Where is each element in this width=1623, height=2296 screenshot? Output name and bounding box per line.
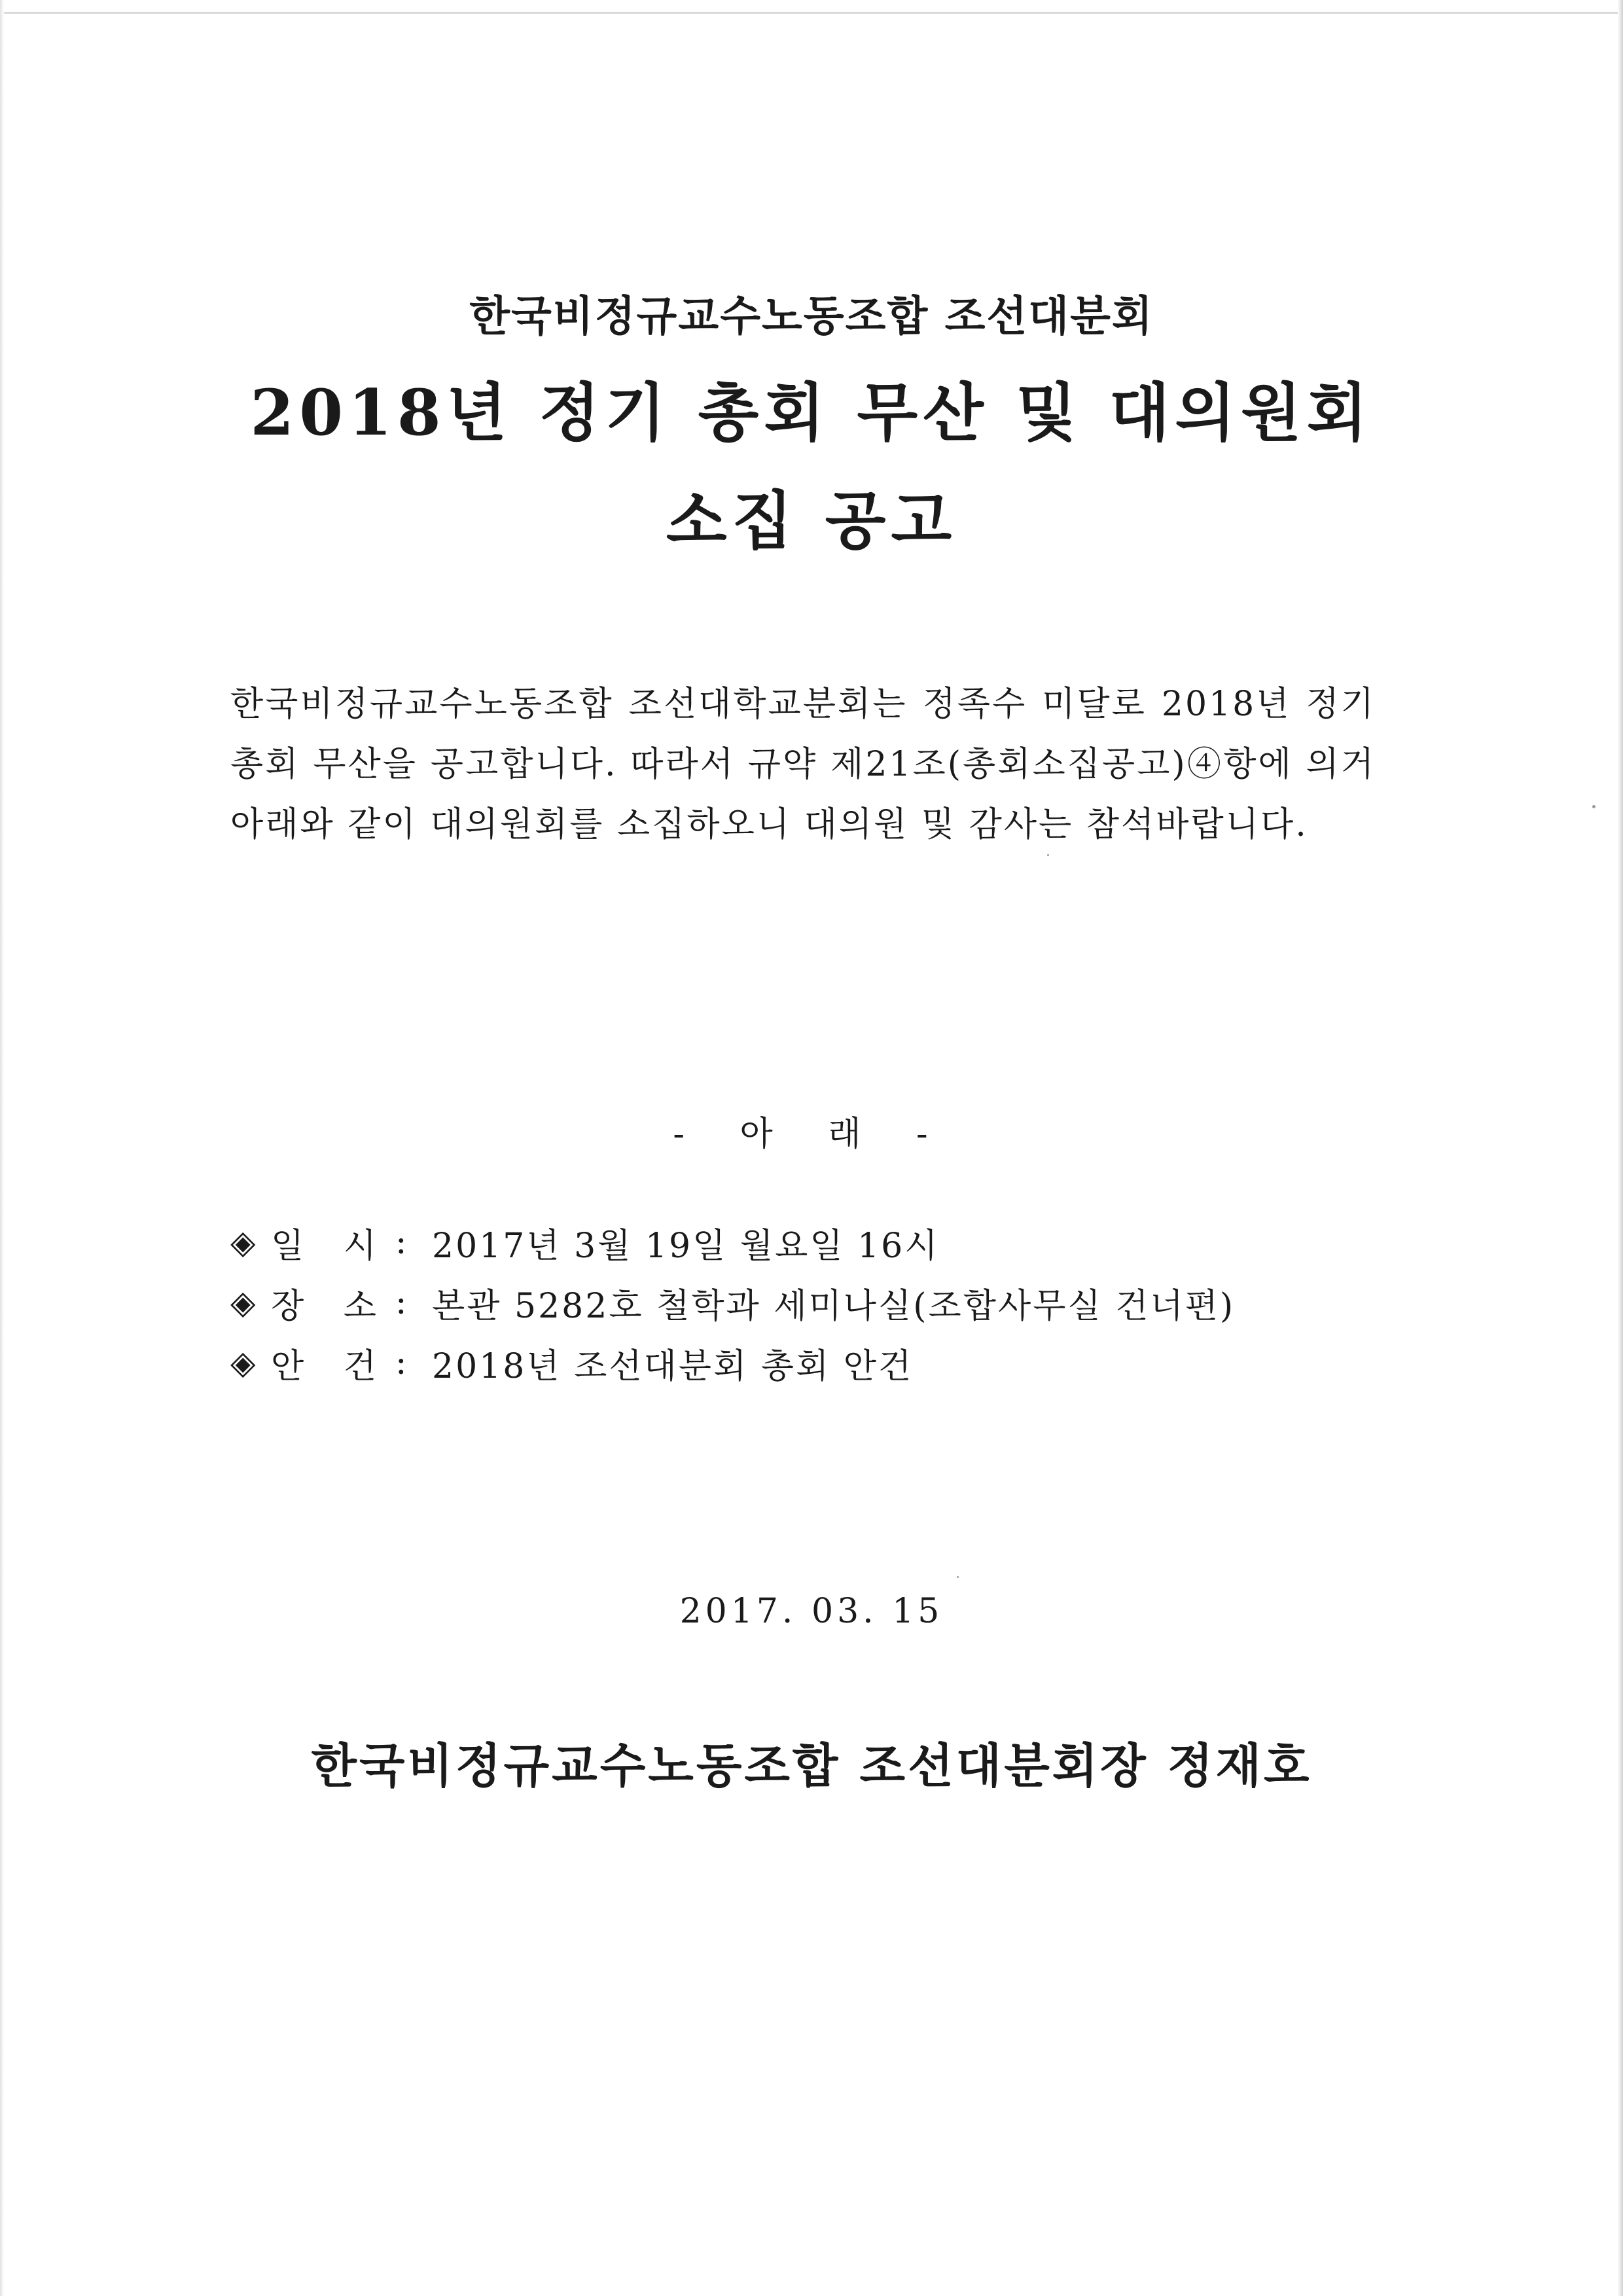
detail-item-datetime <box>230 1212 1408 1272</box>
detail-value: 2018년 조선대분회 총회 안건 <box>432 1346 914 1386</box>
diamond-bullet-icon: ◈ <box>230 1344 258 1382</box>
signature-line: 한국비정규교수노동조합 조선대분회장 정재호 <box>311 1738 1312 1793</box>
detail-colon: : <box>395 1223 409 1262</box>
diamond-bullet-icon: ◈ <box>230 1283 258 1321</box>
detail-key: 일 시 <box>271 1226 391 1266</box>
scan-edge-top <box>0 12 1623 14</box>
detail-item-location <box>230 1272 1408 1333</box>
notice-title-continued: 소집 공고 <box>666 484 957 558</box>
scan-speck <box>1592 805 1596 808</box>
organization-line: 한국비정규교수노동조합 조선대분회 <box>469 292 1154 341</box>
detail-colon: : <box>395 1343 409 1382</box>
detail-key: 안 건 <box>271 1346 391 1386</box>
detail-item-agenda <box>230 1333 1408 1393</box>
below-heading: - 아 래 - <box>673 1115 950 1154</box>
detail-value: 본관 5282호 철학과 세미나실(조합사무실 건너편) <box>432 1286 1236 1326</box>
notice-title: 2018년 정기 총회 무산 및 대의원회 <box>250 376 1373 450</box>
diamond-bullet-icon: ◈ <box>230 1223 258 1261</box>
notice-paragraph: 한국비정규교수노동조합 조선대학교분회는 정족수 미달로 2018년 정기 총회 무산을 공고합니다. 따라서 규약 제21조(총회소집공고)④항에 의거 아래와 같이 대의원회를 소집하오니 대의원 및 감사는 참석바랍니다. <box>230 685 1376 844</box>
detail-colon: : <box>395 1283 409 1322</box>
scan-speck <box>957 1576 959 1578</box>
detail-key: 장 소 <box>271 1286 391 1326</box>
detail-value: 2017년 3월 19일 월요일 16시 <box>432 1226 940 1266</box>
notice-date: 2017. 03. 15 <box>679 1592 944 1631</box>
meeting-details-list <box>230 1212 1408 1393</box>
